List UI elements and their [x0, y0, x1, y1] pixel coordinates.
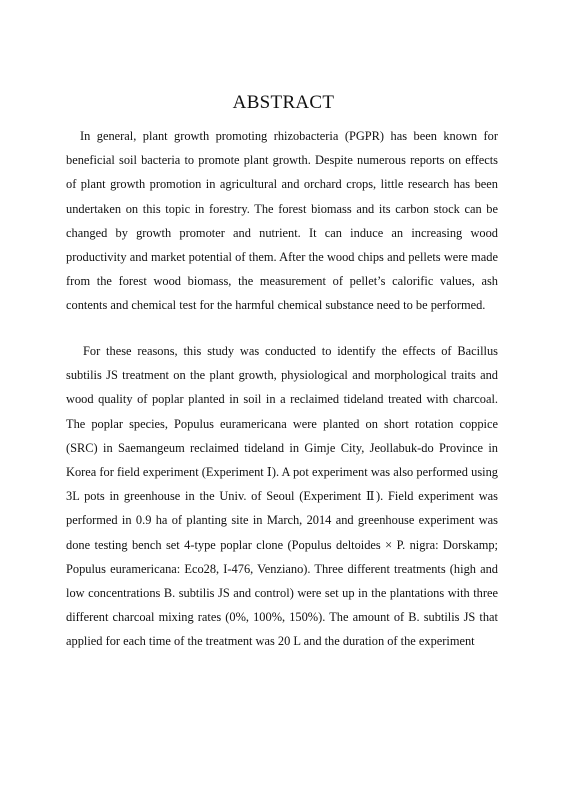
abstract-paragraph-2: For these reasons, this study was conducted to identify the effects of Bacillus subtilis JS treatment on the plant growth, physiological and morphological traits and wood quality of poplar planted in soil in a reclaimed tideland treated with charcoal. The poplar species, Populus euramericana were planted on short rotation coppice (SRC) in Saemangeum reclaimed tideland in Gimje City, Jeollabuk-do Province in Korea for field experiment (Experiment Ⅰ). A pot experiment was also performed using 3L pots in greenhouse in the Univ. of Seoul (Experiment Ⅱ). Field experiment was performed in 0.9 ha of planting site in March, 2014 and greenhouse experiment was done testing bench set 4-type poplar clone (Populus deltoides × P. nigra: Dorskamp; Populus euramericana: Eco28, I-476, Venziano). Three different treatments (high and low concentrations B. subtilis JS and control) were set up in the plantations with three different charcoal mixing rates (0%, 100%, 150%). The amount of B. subtilis JS that applied for each time of the treatment was 20 L and the duration of the experiment: [66, 344, 498, 649]
abstract-paragraph-1: In general, plant growth promoting rhizobacteria (PGPR) has been known for beneficial soil bacteria to promote plant growth. Despite numerous reports on effects of plant growth promotion in agricultural and orchard crops, little research has been undertaken on this topic in forestry. The forest biomass and its carbon stock can be changed by growth promoter and nutrient. It can induce an increasing wood productivity and market potential of them. After the wood chips and pellets were made from the forest wood biomass, the measurement of pellet’s calorific values, ash contents and chemical test for the harmful chemical substance need to be performed.: [66, 129, 498, 313]
abstract-title: ABSTRACT: [232, 92, 335, 113]
